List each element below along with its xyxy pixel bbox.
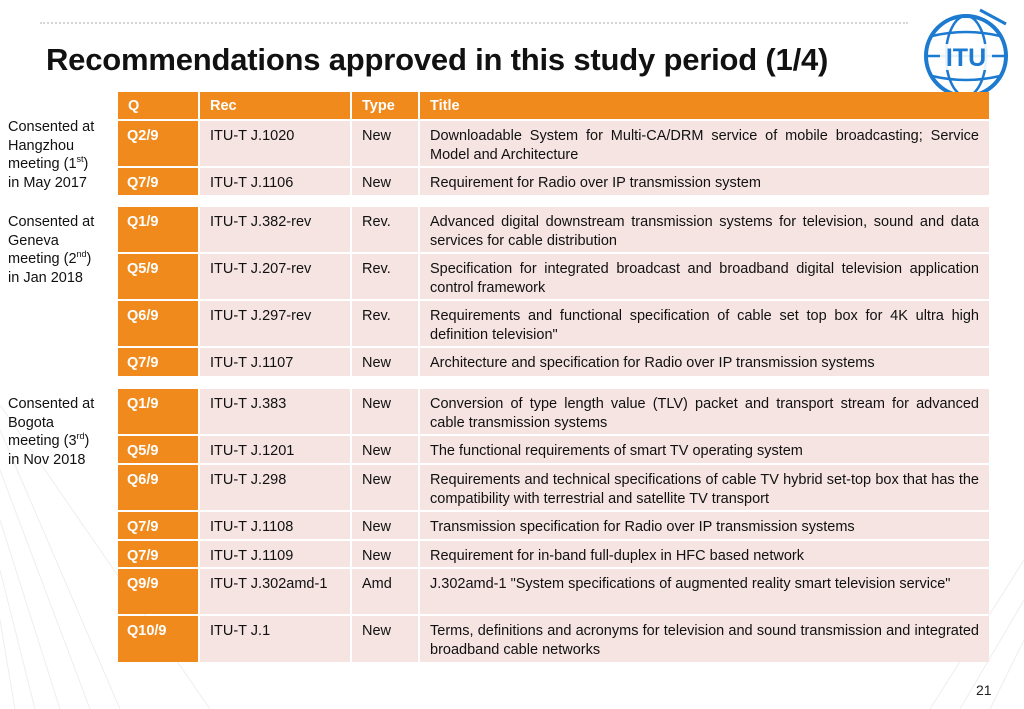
type-cell: Rev.	[352, 301, 418, 346]
logo-text: ITU	[945, 44, 987, 72]
title-cell: Transmission specification for Radio over IP transmission systems	[420, 512, 989, 539]
table-row	[118, 168, 989, 195]
q-cell: Q5/9	[118, 254, 198, 299]
table-header	[118, 92, 989, 119]
type-cell: New	[352, 121, 418, 166]
title-cell: Requirement for in-band full-duplex in HFC based network	[420, 541, 989, 567]
top-dotted-divider	[40, 22, 908, 24]
table-row	[118, 541, 989, 567]
header-title: Title	[420, 92, 989, 119]
rec-cell: ITU-T J.302amd-1	[200, 569, 350, 614]
table-row	[118, 254, 989, 299]
group-label-bogota: Consented at Bogota meeting (3rd) in Nov 2018	[8, 396, 95, 468]
table-row	[118, 512, 989, 539]
q-cell: Q1/9	[118, 389, 198, 434]
rec-cell: ITU-T J.1109	[200, 541, 350, 567]
title-cell: Downloadable System for Multi-CA/DRM service of mobile broadcasting; Service Model and Architecture	[420, 121, 989, 166]
q-cell: Q7/9	[118, 512, 198, 539]
rec-cell: ITU-T J.207-rev	[200, 254, 350, 299]
title-cell: Advanced digital downstream transmission systems for television, sound and data services for cable distribution	[420, 207, 989, 252]
rec-cell: ITU-T J.1108	[200, 512, 350, 539]
type-cell: New	[352, 348, 418, 376]
type-cell: New	[352, 616, 418, 662]
header-q: Q	[118, 92, 198, 119]
type-cell: New	[352, 465, 418, 510]
table-row	[118, 207, 989, 252]
table-row	[118, 436, 989, 463]
q-cell: Q6/9	[118, 301, 198, 346]
rec-cell: ITU-T J.1201	[200, 436, 350, 463]
title-cell: J.302amd-1 "System specifications of augmented reality smart television service"	[420, 569, 989, 614]
title-cell: Requirements and functional specification of cable set top box for 4K ultra high definition television"	[420, 301, 989, 346]
type-cell: Rev.	[352, 254, 418, 299]
slide-title: Recommendations approved in this study period (1/4)	[46, 42, 829, 77]
q-cell: Q7/9	[118, 541, 198, 567]
q-cell: Q6/9	[118, 465, 198, 510]
type-cell: Amd	[352, 569, 418, 614]
header-type: Type	[352, 92, 418, 119]
rec-cell: ITU-T J.383	[200, 389, 350, 434]
group-label-geneva: Consented at Geneva meeting (2nd) in Jan 2018	[8, 214, 95, 286]
q-cell: Q9/9	[118, 569, 198, 614]
type-cell: New	[352, 512, 418, 539]
rec-cell: ITU-T J.1	[200, 616, 350, 662]
table-row	[118, 569, 989, 614]
table-row	[118, 301, 989, 346]
rec-cell: ITU-T J.297-rev	[200, 301, 350, 346]
type-cell: Rev.	[352, 207, 418, 252]
title-cell: Requirements and technical specifications of cable TV hybrid set-top box that has the compatibility with terrestrial and satellite TV transport	[420, 465, 989, 510]
q-cell: Q7/9	[118, 168, 198, 195]
rec-cell: ITU-T J.1106	[200, 168, 350, 195]
type-cell: New	[352, 541, 418, 567]
table-row	[118, 616, 989, 662]
rec-cell: ITU-T J.298	[200, 465, 350, 510]
rec-cell: ITU-T J.382-rev	[200, 207, 350, 252]
rec-cell: ITU-T J.1020	[200, 121, 350, 166]
table-row	[118, 389, 989, 434]
q-cell: Q10/9	[118, 616, 198, 662]
type-cell: New	[352, 436, 418, 463]
itu-logo-icon	[918, 6, 1014, 102]
type-cell: New	[352, 168, 418, 195]
title-cell: The functional requirements of smart TV operating system	[420, 436, 989, 463]
q-cell: Q1/9	[118, 207, 198, 252]
rec-cell: ITU-T J.1107	[200, 348, 350, 376]
table-row	[118, 465, 989, 510]
type-cell: New	[352, 389, 418, 434]
group-label-hangzhou: Consented at Hangzhou meeting (1st) in May 2017	[8, 119, 95, 191]
table-row	[118, 121, 989, 166]
q-cell: Q7/9	[118, 348, 198, 376]
table-row	[118, 348, 989, 376]
title-cell: Conversion of type length value (TLV) packet and transport stream for advanced cable transmission systems	[420, 389, 989, 434]
title-cell: Terms, definitions and acronyms for television and sound transmission and integrated broadband cable networks	[420, 616, 989, 662]
title-cell: Specification for integrated broadcast and broadband digital television application control framework	[420, 254, 989, 299]
title-cell: Requirement for Radio over IP transmission system	[420, 168, 989, 195]
q-cell: Q5/9	[118, 436, 198, 463]
title-cell: Architecture and specification for Radio over IP transmission systems	[420, 348, 989, 376]
q-cell: Q2/9	[118, 121, 198, 166]
header-rec: Rec	[200, 92, 350, 119]
page-number: 21	[976, 682, 992, 698]
